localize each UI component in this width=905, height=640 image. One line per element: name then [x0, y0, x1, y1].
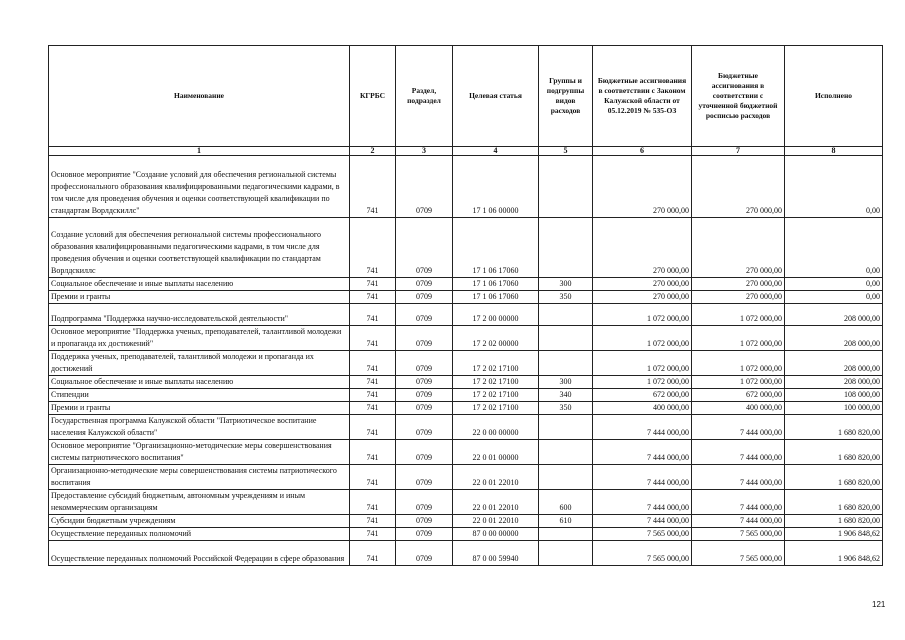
table-cell-target: 87 0 00 00000: [453, 528, 539, 541]
table-cell-section: 0709: [396, 415, 453, 440]
table-cell-kgrbs: 741: [350, 278, 396, 291]
table-cell-law: 672 000,00: [593, 389, 692, 402]
table-cell-kgrbs: 741: [350, 440, 396, 465]
table-cell-kgrbs: 741: [350, 415, 396, 440]
table-cell-section: 0709: [396, 490, 453, 515]
table-cell-group: [539, 415, 593, 440]
table-cell-executed: 1 680 820,00: [785, 465, 883, 490]
table-cell-law: 1 072 000,00: [593, 304, 692, 326]
table-cell-target: 17 1 06 17060: [453, 218, 539, 278]
table-row: [49, 515, 883, 528]
table-cell-group: 340: [539, 389, 593, 402]
header-law: Бюджетные ассигнования в соответствии с Законом Калужской области от 05.12.2019 № 535-ОЗ: [593, 46, 692, 147]
table-cell-refined: 7 565 000,00: [692, 541, 785, 566]
table-cell-target: 17 2 02 17100: [453, 402, 539, 415]
table-cell-name: Основное мероприятие "Создание условий для обеспечения региональной системы профессионального образования квалифицированными педагогическими кадрами, в том числе для проведения обучения и оценки соответствующей квалификации по стандартам Ворлдскиллс": [49, 156, 350, 218]
table-row: [49, 528, 883, 541]
table-cell-executed: 1 906 848,62: [785, 528, 883, 541]
table-cell-target: 17 2 02 00000: [453, 326, 539, 351]
table-cell-kgrbs: 741: [350, 465, 396, 490]
table-cell-kgrbs: 741: [350, 326, 396, 351]
table-row: [49, 440, 883, 465]
table-cell-section: 0709: [396, 376, 453, 389]
table-cell-executed: 208 000,00: [785, 351, 883, 376]
table-row: [49, 376, 883, 389]
table-cell-name: Государственная программа Калужской области "Патриотическое воспитание населения Калужской области": [49, 415, 350, 440]
table-cell-kgrbs: 741: [350, 389, 396, 402]
table-cell-group: 610: [539, 515, 593, 528]
table-cell-refined: 400 000,00: [692, 402, 785, 415]
table-cell-name: Основное мероприятие "Поддержка ученых, преподавателей, талантливой молодежи и пропаганда их достижений": [49, 326, 350, 351]
table-cell-kgrbs: 741: [350, 515, 396, 528]
table-cell-target: 22 0 00 00000: [453, 415, 539, 440]
table-cell-target: 17 1 06 17060: [453, 278, 539, 291]
table-cell-law: 7 444 000,00: [593, 490, 692, 515]
table-cell-group: 600: [539, 490, 593, 515]
table-cell-executed: 1 680 820,00: [785, 490, 883, 515]
table-cell-law: 7 444 000,00: [593, 415, 692, 440]
table-cell-refined: 7 444 000,00: [692, 440, 785, 465]
col-number: 1: [49, 147, 350, 156]
table-cell-refined: 7 444 000,00: [692, 515, 785, 528]
table-cell-target: 17 1 06 00000: [453, 156, 539, 218]
table-cell-executed: 1 906 848,62: [785, 541, 883, 566]
budget-table: [48, 45, 883, 566]
col-number: 6: [593, 147, 692, 156]
table-cell-law: 7 444 000,00: [593, 465, 692, 490]
table-cell-kgrbs: 741: [350, 490, 396, 515]
table-cell-target: 22 0 01 22010: [453, 515, 539, 528]
header-name: Наименование: [49, 46, 350, 147]
table-row: [49, 389, 883, 402]
table-cell-kgrbs: 741: [350, 291, 396, 304]
table-row: [49, 326, 883, 351]
table-cell-section: 0709: [396, 515, 453, 528]
table-cell-executed: 0,00: [785, 218, 883, 278]
table-cell-law: 1 072 000,00: [593, 351, 692, 376]
table-cell-target: 22 0 01 22010: [453, 490, 539, 515]
table-cell-name: Создание условий для обеспечения региональной системы профессионального образования квалифицированными педагогическими кадрами, в том числе для проведения обучения и оценки соответствующей квалификации по стандартам Ворлдскиллс: [49, 218, 350, 278]
table-cell-section: 0709: [396, 389, 453, 402]
table-cell-refined: 1 072 000,00: [692, 326, 785, 351]
table-cell-target: 17 2 02 17100: [453, 351, 539, 376]
table-cell-kgrbs: 741: [350, 376, 396, 389]
table-cell-executed: 208 000,00: [785, 326, 883, 351]
table-cell-executed: 100 000,00: [785, 402, 883, 415]
table-cell-name: Осуществление переданных полномочий: [49, 528, 350, 541]
table-row: [49, 304, 883, 326]
table-cell-law: 270 000,00: [593, 218, 692, 278]
table-cell-kgrbs: 741: [350, 541, 396, 566]
table-cell-kgrbs: 741: [350, 528, 396, 541]
table-cell-name: Организационно-методические меры совершенствования системы патриотического воспитания: [49, 465, 350, 490]
table-cell-name: Премии и гранты: [49, 291, 350, 304]
table-cell-target: 22 0 01 00000: [453, 440, 539, 465]
table-cell-section: 0709: [396, 326, 453, 351]
table-cell-group: [539, 326, 593, 351]
table-cell-target: 17 2 00 00000: [453, 304, 539, 326]
table-cell-refined: 1 072 000,00: [692, 304, 785, 326]
table-cell-name: Социальное обеспечение и иные выплаты населению: [49, 278, 350, 291]
table-cell-kgrbs: 741: [350, 218, 396, 278]
table-cell-name: Осуществление переданных полномочий Российской Федерации в сфере образования: [49, 541, 350, 566]
table-row: [49, 402, 883, 415]
table-cell-group: 350: [539, 402, 593, 415]
table-row: [49, 291, 883, 304]
page-number: 121: [872, 600, 886, 609]
table-cell-section: 0709: [396, 291, 453, 304]
header-executed: Исполнено: [785, 46, 883, 147]
table-cell-executed: 0,00: [785, 156, 883, 218]
table-cell-refined: 1 072 000,00: [692, 376, 785, 389]
table-cell-law: 270 000,00: [593, 156, 692, 218]
table-cell-kgrbs: 741: [350, 304, 396, 326]
table-cell-target: 17 2 02 17100: [453, 376, 539, 389]
table-cell-section: 0709: [396, 528, 453, 541]
table-cell-executed: 1 680 820,00: [785, 415, 883, 440]
table-cell-target: 87 0 00 59940: [453, 541, 539, 566]
table-cell-refined: 270 000,00: [692, 278, 785, 291]
table-cell-name: Предоставление субсидий бюджетным, автономным учреждениям и иным некоммерческим организациям: [49, 490, 350, 515]
table-cell-group: [539, 465, 593, 490]
table-cell-section: 0709: [396, 465, 453, 490]
table-cell-executed: 208 000,00: [785, 304, 883, 326]
header-section: Раздел, подраздел: [396, 46, 453, 147]
table-cell-law: 1 072 000,00: [593, 376, 692, 389]
table-cell-refined: 7 444 000,00: [692, 415, 785, 440]
table-cell-name: Поддержка ученых, преподавателей, талантливой молодежи и пропаганда их достижений: [49, 351, 350, 376]
table-cell-section: 0709: [396, 541, 453, 566]
table-row: [49, 415, 883, 440]
table-cell-section: 0709: [396, 218, 453, 278]
header-target: Целевая статья: [453, 46, 539, 147]
table-cell-kgrbs: 741: [350, 156, 396, 218]
table-cell-name: Премии и гранты: [49, 402, 350, 415]
col-number: 5: [539, 147, 593, 156]
table-cell-law: 1 072 000,00: [593, 326, 692, 351]
table-cell-law: 7 444 000,00: [593, 440, 692, 465]
table-cell-refined: 270 000,00: [692, 291, 785, 304]
table-cell-kgrbs: 741: [350, 351, 396, 376]
table-cell-law: 7 444 000,00: [593, 515, 692, 528]
header-row: [49, 46, 883, 147]
header-kgrbs: КГРБС: [350, 46, 396, 147]
table-cell-refined: 7 444 000,00: [692, 465, 785, 490]
budget-table-sheet: [48, 45, 883, 566]
col-number: 2: [350, 147, 396, 156]
table-cell-group: 300: [539, 278, 593, 291]
column-number-row: [49, 147, 883, 156]
table-cell-law: 7 565 000,00: [593, 528, 692, 541]
table-cell-refined: 1 072 000,00: [692, 351, 785, 376]
table-cell-refined: 7 444 000,00: [692, 490, 785, 515]
table-cell-executed: 1 680 820,00: [785, 515, 883, 528]
table-cell-group: [539, 351, 593, 376]
table-cell-target: 17 1 06 17060: [453, 291, 539, 304]
table-cell-group: 350: [539, 291, 593, 304]
header-groups: Группы и подгруппы видов расходов: [539, 46, 593, 147]
table-cell-section: 0709: [396, 351, 453, 376]
table-cell-group: [539, 218, 593, 278]
table-cell-name: Социальное обеспечение и иные выплаты населению: [49, 376, 350, 389]
table-cell-refined: 270 000,00: [692, 218, 785, 278]
table-row: [49, 218, 883, 278]
col-number: 4: [453, 147, 539, 156]
table-cell-law: 7 565 000,00: [593, 541, 692, 566]
table-cell-executed: 108 000,00: [785, 389, 883, 402]
table-cell-group: [539, 156, 593, 218]
col-number: 7: [692, 147, 785, 156]
col-number: 8: [785, 147, 883, 156]
table-cell-executed: 1 680 820,00: [785, 440, 883, 465]
table-cell-name: Субсидии бюджетным учреждениям: [49, 515, 350, 528]
table-cell-kgrbs: 741: [350, 402, 396, 415]
table-cell-section: 0709: [396, 304, 453, 326]
table-cell-section: 0709: [396, 402, 453, 415]
table-cell-name: Подпрограмма "Поддержка научно-исследовательской деятельности": [49, 304, 350, 326]
table-cell-section: 0709: [396, 440, 453, 465]
table-cell-law: 270 000,00: [593, 291, 692, 304]
table-cell-refined: 672 000,00: [692, 389, 785, 402]
table-cell-group: [539, 541, 593, 566]
table-cell-executed: 208 000,00: [785, 376, 883, 389]
table-cell-section: 0709: [396, 278, 453, 291]
table-cell-law: 270 000,00: [593, 278, 692, 291]
table-cell-group: 300: [539, 376, 593, 389]
table-row: [49, 541, 883, 566]
table-cell-group: [539, 304, 593, 326]
table-cell-refined: 270 000,00: [692, 156, 785, 218]
header-refined: Бюджетные ассигнования в соответствии с уточненной бюджетной росписью расходов: [692, 46, 785, 147]
table-row: [49, 490, 883, 515]
table-cell-group: [539, 440, 593, 465]
table-cell-section: 0709: [396, 156, 453, 218]
table-cell-law: 400 000,00: [593, 402, 692, 415]
col-number: 3: [396, 147, 453, 156]
table-row: [49, 465, 883, 490]
table-row: [49, 278, 883, 291]
table-cell-executed: 0,00: [785, 291, 883, 304]
table-cell-target: 22 0 01 22010: [453, 465, 539, 490]
table-cell-name: Стипендии: [49, 389, 350, 402]
table-cell-refined: 7 565 000,00: [692, 528, 785, 541]
table-row: [49, 156, 883, 218]
table-cell-group: [539, 528, 593, 541]
table-cell-target: 17 2 02 17100: [453, 389, 539, 402]
table-row: [49, 351, 883, 376]
table-body: [49, 156, 883, 566]
table-cell-name: Основное мероприятие "Организационно-методические меры совершенствования системы патриотического воспитания": [49, 440, 350, 465]
table-cell-executed: 0,00: [785, 278, 883, 291]
